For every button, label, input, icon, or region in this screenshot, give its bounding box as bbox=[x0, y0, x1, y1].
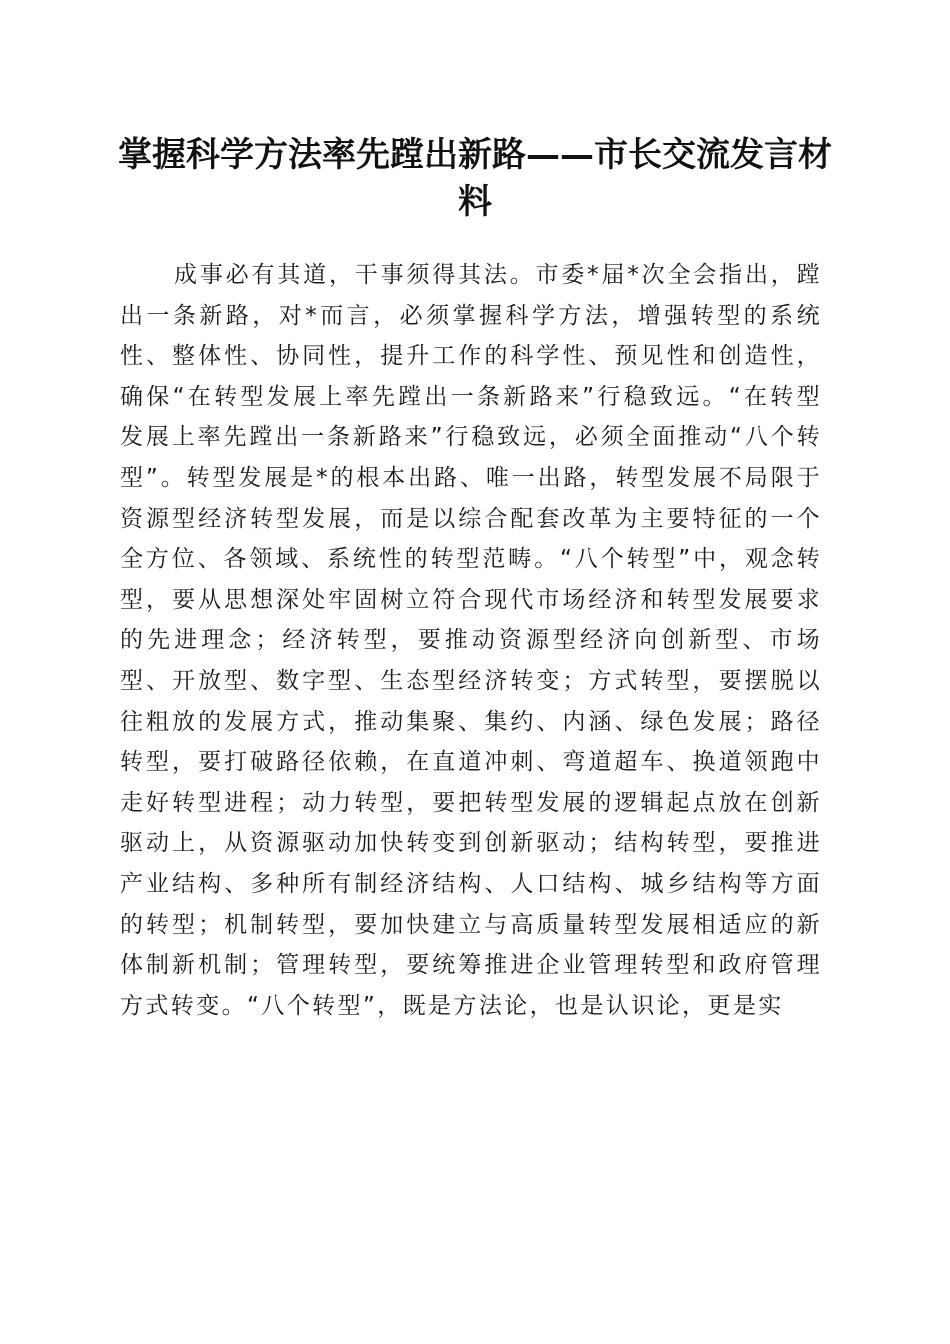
body-paragraph: 成事必有其道，干事须得其法。市委*届*次全会指出，蹚出一条新路，对*而言，必须掌握科学方法，增强转型的系统性、整体性、协同性，提升工作的科学性、预见性和创造性，确保“在转型发展上率先蹚出一条新路来”行稳致远。“在转型发展上率先蹚出一条新路来”行稳致远，必须全面推动“八个转型”。转型发展是*的根本出路、唯一出路，转型发展不局限于资源型经济转型发展，而是以综合配套改革为主要特征的一个全方位、各领域、系统性的转型范畴。“八个转型”中，观念转型，要从思想深处牢固树立符合现代市场经济和转型发展要求的先进理念；经济转型，要推动资源型经济向创新型、市场型、开放型、数字型、生态型经济转变；方式转型，要摆脱以往粗放的发展方式，推动集聚、集约、内涵、绿色发展；路径转型，要打破路径依赖，在直道冲刺、弯道超车、换道领跑中走好转型进程；动力转型，要把转型发展的逻辑起点放在创新驱动上，从资源驱动加快转变到创新驱动；结构转型，要推进产业结构、多种所有制经济结构、人口结构、城乡结构等方面的转型；机制转型，要加快建立与高质量转型发展相适应的新体制新机制；管理转型，要统筹推进企业管理转型和政府管理方式转变。“八个转型”，既是方法论，也是认识论，更是实 bbox=[120, 262, 822, 1019]
document-title: 掌握科学方法率先蹚出新路——市长交流发言材料 bbox=[118, 135, 832, 222]
